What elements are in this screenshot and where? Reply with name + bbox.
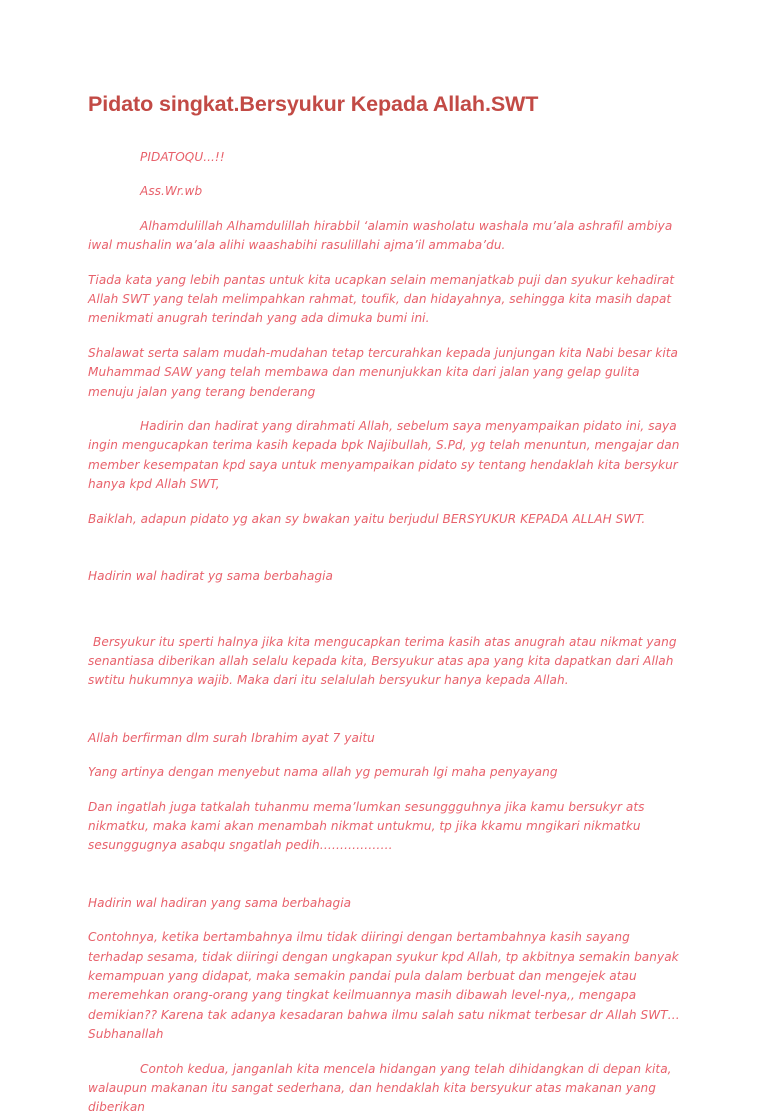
page-title: Pidato singkat.Bersyukur Kepada Allah.SWT [88,92,539,116]
speech-body [88,148,685,1118]
paragraph-dan-ingatlah: Dan ingatlah juga tatkalah tuhanmu mema’lumkan sesunggguhnya jika kamu bersukyr ats nikmatku, maka kami akan menambah nikmat untukmu, tp jika kkamu mngikari nikmatku sesunggugnya asabqu sngatlah pedih……………… [88,799,645,853]
paragraph-greeting-heading: PIDATOQU...!! [140,150,225,164]
paragraph-hadirin-terima-kasih: Hadirin dan hadirat yang dirahmati Allah, sebelum saya menyampaikan pidato ini, saya ingin mengucapkan terima kasih kepada bpk Najibullah, S.Pd, yg telah menuntun, mengajar dan member kesempatan kpd saya untuk menyampaikan pidato sy tentang hendaklah kita bersykur hanya kpd Allah SWT, [88,419,680,492]
paragraph-salam: Ass.Wr.wb [140,184,203,199]
paragraph-hamdalah: Alhamdulillah Alhamdulillah hirabbil ‘alamin washolatu washala mu’ala ashrafil ambiya iwal mushalin wa’ala alihi waashabihi rasulillahi ajma’il ammaba’du. [88,218,673,253]
paragraph-contoh-kedua: Contoh kedua, janganlah kita mencela hidangan yang telah dihidangkan di depan kita, walaupun makanan itu sangat sederhana, dan hendaklah kita bersyukur atas makanan yang diberikan [88,1061,672,1115]
paragraph-contohnya: Contohnya, ketika bertambahnya ilmu tidak diiringi dengan bertambahnya kasih sayang terhadap sesama, tidak diiringi dengan ungkapan syukur kpd Allah, tp akbitnya semakin banyak kemampuan yang didapat, maka semakin pandai pula dalam berbuat dan mengejek atau meremehkan orang-orang yang tingkat keilmuannya masih dibawah level-nya,, mengapa demikian?? Karena tak adanya kesadaran bahwa ilmu salah satu nikmat terbesar dr Allah SWT…Subhanallah [88,930,680,1042]
paragraph-hadirin-heading-2: Hadirin wal hadiran yang sama berbahagia [88,895,352,910]
paragraph-baiklah: Baiklah, adapun pidato yg akan sy bwakan yaitu berjudul BERSYUKUR KEPADA ALLAH SWT. [88,511,646,526]
paragraph-allah-berfirman: Allah berfirman dlm surah Ibrahim ayat 7 yaitu [88,730,375,745]
paragraph-hadirin-heading-1: Hadirin wal hadirat yg sama berbahagia [88,569,333,584]
paragraph-shalawat: Shalawat serta salam mudah-mudahan tetap tercurahkan kepada junjungan kita Nabi besar kita Muhammad SAW yang telah membawa dan menunjukkan kita dari jalan yang gelap gulita menuju jalan yang terang benderang [88,345,679,399]
paragraph-bersyukur-itu: Bersyukur itu sperti halnya jika kita mengucapkan terima kasih atas anugrah atau nikmat yang senantiasa diberikan allah selalu kepada kita, Bersyukur atas apa yang kita dapatkan dari Allah swtitu hukumnya wajib. Maka dari itu selalulah bersyukur hanya kepada Allah. [88,634,677,688]
paragraph-yang-artinya: Yang artinya dengan menyebut nama allah yg pemurah lgi maha penyayang [88,765,558,780]
paragraph-tiada-kata: Tiada kata yang lebih pantas untuk kita ucapkan selain memanjatkab puji dan syukur kehadirat Allah SWT yang telah melimpahkan rahmat, toufik, dan hidayahnya, sehingga kita masih dapat menikmati anugrah terindah yang ada dimuka bumi ini. [88,272,675,326]
